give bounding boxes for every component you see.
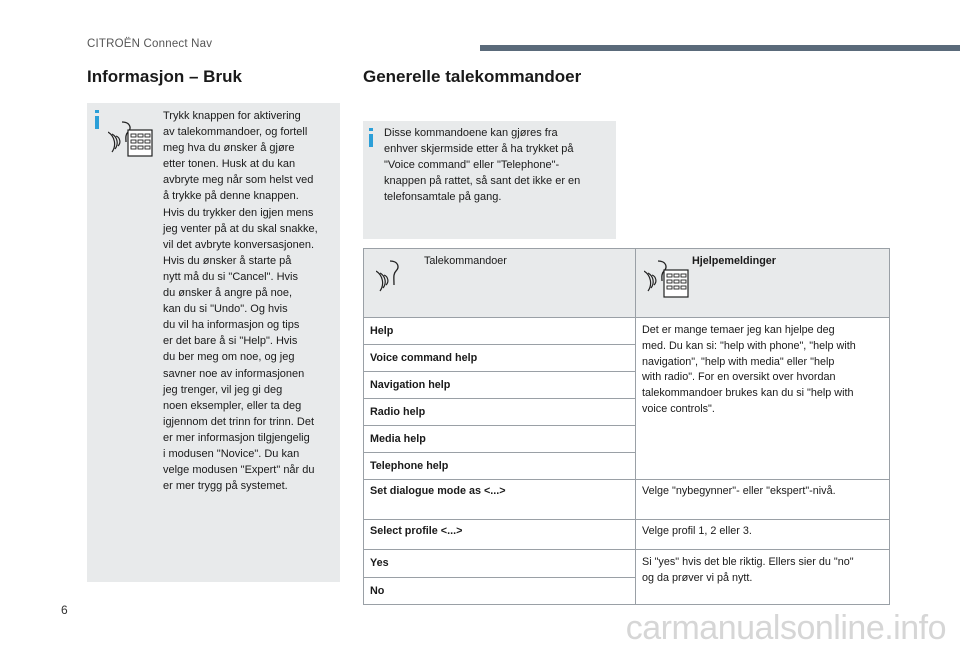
table-row xyxy=(364,550,890,578)
command-cell: No xyxy=(364,578,636,605)
help-description-cell xyxy=(636,318,890,480)
column-header-messages xyxy=(636,249,890,318)
text-line: igjennom det trinn for trinn. Det xyxy=(163,415,315,428)
description-line: with radio". For en oversikt over hvordan xyxy=(642,371,836,384)
table-header-row xyxy=(364,249,890,318)
text-line: å trykke på denne knappen. xyxy=(163,190,299,203)
text-line: du ber meg om noe, og jeg xyxy=(163,351,295,364)
text-line: Trykk knappen for aktivering xyxy=(163,110,301,122)
description-line: Det er mange temaer jeg kan hjelpe deg xyxy=(642,324,835,336)
text-line: velge modusen "Expert" når du xyxy=(163,464,315,477)
command-cell: Navigation help xyxy=(364,372,636,399)
text-line: etter tonen. Husk at du kan xyxy=(163,158,296,171)
description-cell: Velge "nybegynner"- eller "ekspert"-nivå. xyxy=(636,480,890,520)
text-line: nytt må du si "Cancel". Hvis xyxy=(163,270,298,283)
description-line: navigation", "help with media" eller "help xyxy=(642,355,835,368)
text-line: knappen på rattet, så sant det ikke er en xyxy=(384,175,581,188)
section-heading-info: Informasjon – Bruk xyxy=(87,67,242,86)
text-line: du ønsker å angre på noe, xyxy=(163,287,293,300)
description-line: voice controls". xyxy=(642,402,715,415)
command-cell: Radio help xyxy=(364,399,636,426)
header-bar xyxy=(480,45,960,51)
description-cell: Velge profil 1, 2 eller 3. xyxy=(636,520,890,550)
text-line: Hvis du trykker den igjen mens xyxy=(163,206,314,219)
watermark: carmanualsonline.info xyxy=(625,609,946,647)
text-line: noen eksempler, eller ta deg xyxy=(163,399,302,412)
text-line: er mer informasjon tilgjengelig xyxy=(163,431,310,444)
text-line: jeg venter på at du skal snakke, xyxy=(163,222,318,235)
text-line: vil det avbryte konversasjonen. xyxy=(163,238,315,251)
text-line: kan du si "Undo". Og hvis xyxy=(163,303,288,316)
text-line: meg hva du ønsker å gjøre xyxy=(163,142,295,155)
text-line: er mer trygg på systemet. xyxy=(163,480,288,493)
command-cell: Media help xyxy=(364,426,636,453)
command-cell: Voice command help xyxy=(364,345,636,372)
section-heading-commands: Generelle talekommandoer xyxy=(363,67,582,86)
command-cell: Select profile <...> xyxy=(364,520,636,550)
text-line: du vil ha informasjon og tips xyxy=(163,319,300,332)
column-header-commands xyxy=(364,249,636,318)
command-cell: Yes xyxy=(364,550,636,578)
column-header-messages-label: Hjelpemeldinger xyxy=(692,255,776,267)
text-line: Hvis du ønsker å starte på xyxy=(163,254,292,267)
voice-commands-table xyxy=(363,248,890,605)
description-line: Si "yes" hvis det ble riktig. Ellers sier du "no" xyxy=(642,556,854,568)
text-line: i modusen "Novice". Du kan xyxy=(163,447,300,460)
voice-command-keypad-icon xyxy=(108,118,154,158)
yesno-description-cell xyxy=(636,550,890,605)
text-line: savner noe av informasjonen xyxy=(163,367,305,380)
command-cell: Help xyxy=(364,318,636,345)
commands-info-text xyxy=(384,125,580,205)
voice-command-keypad-icon xyxy=(644,257,690,299)
info-text xyxy=(163,108,318,494)
page-number: 6 xyxy=(61,603,68,617)
text-line: er det bare å si "Help". Hvis xyxy=(163,335,298,348)
description-line: med. Du kan si: "help with phone", "help with xyxy=(642,339,856,352)
voice-command-icon xyxy=(376,259,408,295)
text-line: jeg trenger, vil jeg gi deg xyxy=(163,383,283,396)
description-line: talekommandoer brukes kan du si "help with xyxy=(642,387,854,400)
description-line: og da prøver vi på nytt. xyxy=(642,571,753,584)
table-row xyxy=(364,480,890,520)
text-line: enhver skjermside etter å ha trykket på xyxy=(384,143,574,156)
text-line: avbryte meg når som helst ved xyxy=(163,174,314,187)
text-line: "Voice command" eller "Telephone"- xyxy=(384,159,560,172)
text-line: av talekommandoer, og fortell xyxy=(163,126,308,139)
text-line: Disse kommandoene kan gjøres fra xyxy=(384,127,558,139)
document-header-title: CITROËN Connect Nav xyxy=(87,38,213,50)
text-line: telefonsamtale på gang. xyxy=(384,191,502,204)
table-row xyxy=(364,318,890,345)
column-header-commands-label: Talekommandoer xyxy=(424,255,507,267)
command-cell: Set dialogue mode as <...> xyxy=(364,480,636,520)
command-cell: Telephone help xyxy=(364,453,636,480)
table-row xyxy=(364,520,890,550)
